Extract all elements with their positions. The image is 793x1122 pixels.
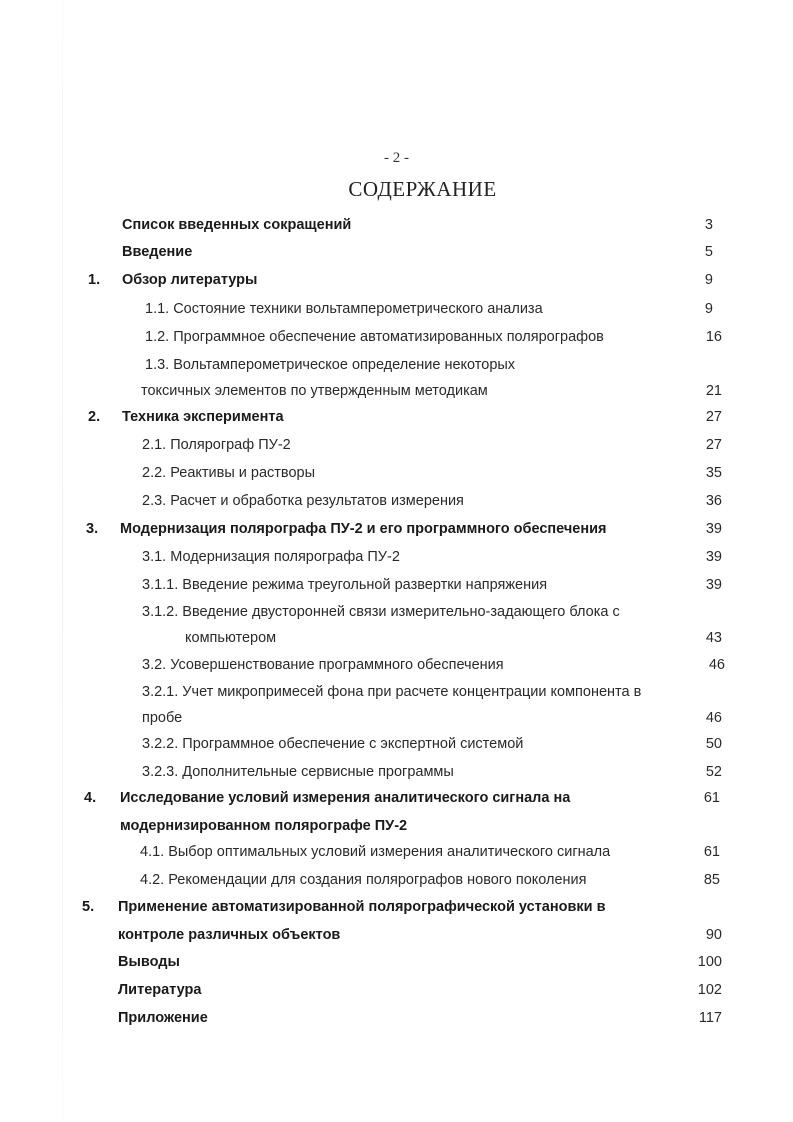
toc-entry [0,297,793,321]
toc-entry-title: 3.2.1. Учет микропримесей фона при расчете концентрации компонента в [142,684,642,700]
toc-page-number: 46 [705,710,722,726]
toc-entry-title: 1.3. Вольтамперометрическое определение некоторых [145,357,516,373]
toc-entry-title: 3.1.1. Введение режима треугольной развертки напряжения [142,577,548,593]
toc-entry [0,706,793,730]
toc-entry-title: токсичных элементов по утвержденным методикам [141,383,488,399]
toc-entry [0,732,793,756]
toc-entry-title: Приложение [118,1010,208,1026]
toc-entry [0,240,793,264]
toc-page-number: 100 [697,954,722,970]
toc-chapter-number: 3. [86,521,99,537]
toc-entry-title: 3.1.2. Введение двусторонней связи измерительно-задающего блока с [142,604,620,620]
toc-page-number: 35 [705,465,722,481]
toc-page-number: 46 [708,657,725,673]
toc-entry-title: модернизированном полярографе ПУ-2 [120,818,408,834]
toc-entry [0,268,793,292]
toc-page-number: 9 [704,272,713,288]
toc-entry [0,978,793,1002]
toc-page-number: 3 [704,217,713,233]
toc-entry [0,517,793,541]
toc-entry-title: 4.2. Рекомендации для создания полярографов нового поколения [140,872,587,888]
toc-entry-title: Модернизация полярографа ПУ-2 и его программного обеспечения [120,521,607,537]
toc-chapter-number: 4. [84,790,97,806]
toc-entry-title: 1.1. Состояние техники вольтамперометрического анализа [145,301,543,317]
toc-chapter-number: 5. [82,899,95,915]
toc-entry [0,680,793,704]
page-number: - 2 - [384,150,409,166]
toc-page-number: 43 [705,630,722,646]
toc-page-number: 39 [705,549,722,565]
toc-entry [0,573,793,597]
toc-chapter-number: 2. [88,409,101,425]
toc-entry-title: контроле различных объектов [118,927,341,943]
toc-entry-title: 2.1. Полярограф ПУ-2 [142,437,291,453]
toc-page-number: 39 [705,521,722,537]
toc-entry [0,405,793,429]
toc-entry [0,545,793,569]
toc-page-number: 21 [705,383,722,399]
toc-entry-title: 3.2.2. Программное обеспечение с экспертной системой [142,736,524,752]
toc-entry [0,626,793,650]
toc-page-number: 85 [703,872,720,888]
toc-page-number: 9 [704,301,713,317]
toc-chapter-number: 1. [88,272,101,288]
toc-entry-title: Исследование условий измерения аналитического сигнала на [120,790,571,806]
toc-entry-title: 3.2.3. Дополнительные сервисные программы [142,764,454,780]
toc-entry-title: Обзор литературы [122,272,258,288]
toc-entry [0,600,793,624]
toc-page-number: 102 [697,982,722,998]
toc-entry [0,760,793,784]
toc-entry-title: компьютером [185,630,277,646]
toc-entry-title: Литература [118,982,202,998]
toc-entry [0,814,793,838]
toc-page-number: 61 [703,844,720,860]
toc-entry [0,433,793,457]
toc-entry [0,868,793,892]
toc-entry-title: пробе [142,710,183,726]
toc-page-number: 50 [705,736,722,752]
toc-entry [0,923,793,947]
toc-page-number: 90 [705,927,722,943]
toc-page-number: 16 [705,329,722,345]
toc-page-number: 36 [705,493,722,509]
toc-entry [0,950,793,974]
toc-entry-title: Список введенных сокращений [122,217,352,233]
toc-entry [0,325,793,349]
toc-entry-title: Выводы [118,954,180,970]
toc-entry-title: 2.3. Расчет и обработка результатов измерения [142,493,464,509]
toc-entry-title: 2.2. Реактивы и растворы [142,465,316,481]
toc-entry [0,786,793,810]
toc-page-number: 27 [705,409,722,425]
toc-page-number: 61 [703,790,720,806]
toc-entry [0,895,793,919]
toc-entry [0,379,793,403]
toc-page-number: 27 [705,437,722,453]
toc-entry [0,489,793,513]
toc-entry [0,213,793,237]
toc-entry-title: 4.1. Выбор оптимальных условий измерения аналитического сигнала [140,844,611,860]
toc-entry-title: 1.2. Программное обеспечение автоматизированных полярографов [145,329,604,345]
toc-entry [0,353,793,377]
toc-page-number: 52 [705,764,722,780]
toc-entry [0,840,793,864]
toc-entry-title: Введение [122,244,193,260]
toc-page-number: 5 [704,244,713,260]
toc-page-number: 117 [698,1010,722,1026]
toc-entry [0,653,793,677]
toc-entry-title: Техника эксперимента [122,409,284,425]
toc-page-number: 39 [705,577,722,593]
page-title: СОДЕРЖАНИЕ [348,177,497,201]
toc-entry [0,1006,793,1030]
toc-entry-title: Применение автоматизированной полярографической установки в [118,899,606,915]
toc-entry-title: 3.2. Усовершенствование программного обеспечения [142,657,504,673]
toc-entry [0,461,793,485]
toc-entry-title: 3.1. Модернизация полярографа ПУ-2 [142,549,400,565]
